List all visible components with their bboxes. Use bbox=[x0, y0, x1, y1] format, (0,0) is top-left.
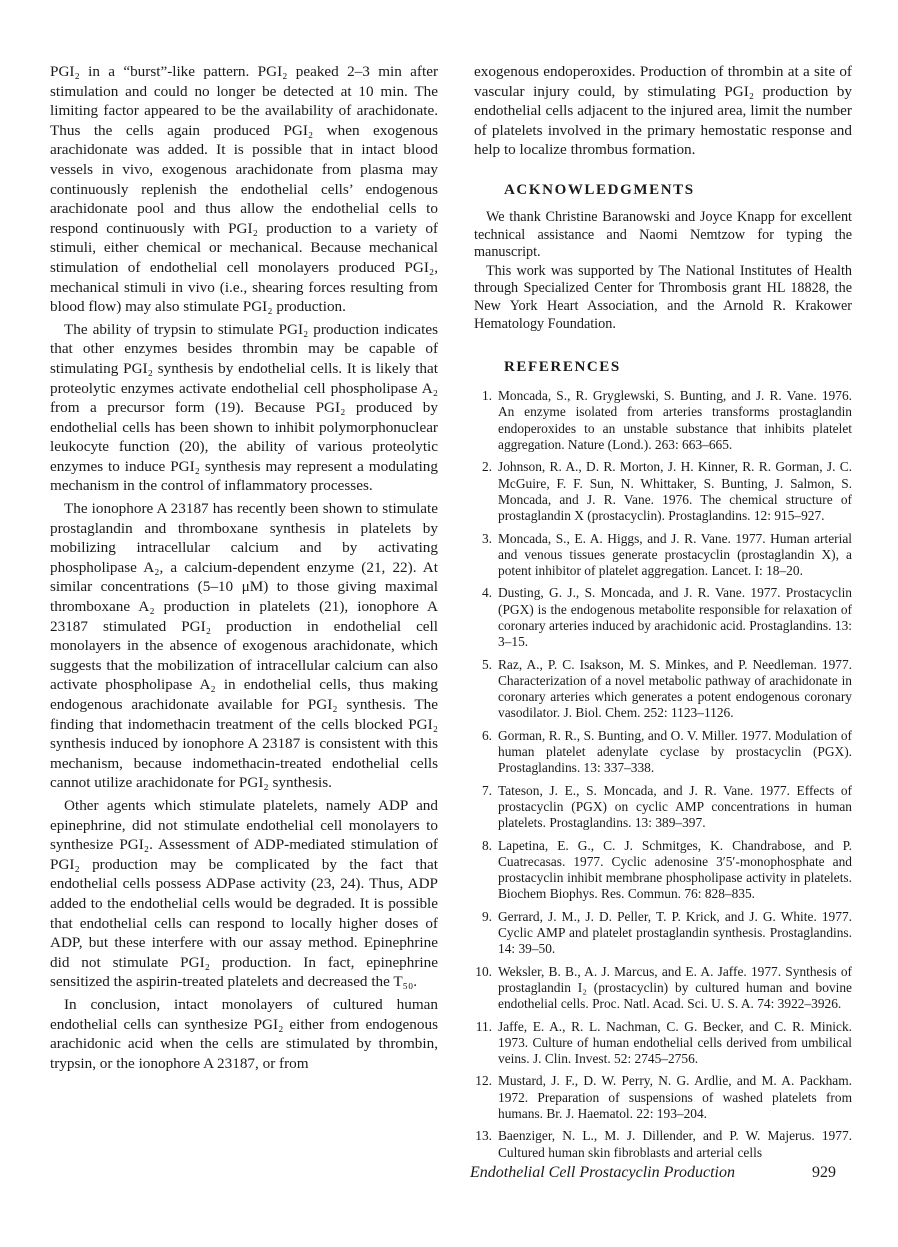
reference-number: 3. bbox=[481, 530, 492, 546]
reference-number: 11. bbox=[475, 1018, 492, 1034]
reference-item bbox=[474, 1128, 852, 1161]
reference-text: Baenziger, N. L., M. J. Dillender, and P. W. Majerus. 1977. Cultured human skin fibroblasts and arterial cells bbox=[498, 1128, 852, 1160]
page-footer bbox=[470, 1164, 836, 1182]
reference-item bbox=[474, 964, 852, 1013]
body-paragraph: The ability of trypsin to stimulate PGI₂ production indicates that other enzymes besides thrombin may be capable of stimulating PGI₂ synthesis by endothelial cells. It is likely that proteolytic enzymes activate endothelial cell phospholipase A₂ from a precursor form (19). Because PGI₂ produced by endothelial cells has been shown to inhibit polymorphonuclear leukocyte function (20), the ability of various proteolytic enzymes to induce PGI₂ synthesis may represent a modulating mechanism in the control of inflammatory processes. bbox=[50, 320, 438, 495]
reference-item bbox=[474, 909, 852, 958]
reference-text: Moncada, S., R. Gryglewski, S. Bunting, and J. R. Vane. 1976. An enzyme isolated from arteries transforms prostaglandin endoperoxides to an unstable substance that inhibits platelet aggregation. Nature (Lond.). 263: 663–665. bbox=[498, 388, 852, 453]
reference-text: Gorman, R. R., S. Bunting, and O. V. Miller. 1977. Modulation of human platelet adenylate cyclase by prostacyclin (PGX). Prostaglandins. 13: 337–338. bbox=[498, 727, 852, 776]
reference-text: Mustard, J. F., D. W. Perry, N. G. Ardlie, and M. A. Packham. 1972. Preparation of suspensions of washed platelets from humans. Br. J. Haematol. 22: 193–204. bbox=[498, 1073, 852, 1121]
running-title: Endothelial Cell Prostacyclin Production bbox=[470, 1164, 735, 1181]
reference-text: Raz, A., P. C. Isakson, M. S. Minkes, and P. Needleman. 1977. Characterization of a novel metabolic pathway of arachidonate in coronary arteries which generates a potent endogenous coronary vasodilator. J. Biol. Chem. 252: 1123–1126. bbox=[498, 656, 852, 721]
body-paragraph-continuation: exogenous endoperoxides. Production of thrombin at a site of vascular injury could, by stimulating PGI₂ production by endothelial cells adjacent to the injured area, limit the number of platelets involved in the primary hemostatic response and help to localize thrombus formation. bbox=[474, 63, 852, 159]
reference-text: Gerrard, J. M., J. D. Peller, T. P. Krick, and J. G. White. 1977. Cyclic AMP and platelet prostaglandin synthesis. Prostaglandins. 14: 39–50. bbox=[498, 908, 852, 957]
reference-number: 1. bbox=[481, 388, 492, 404]
reference-text: Dusting, G. J., S. Moncada, and J. R. Vane. 1977. Prostacyclin (PGX) is the endogenous metabolite responsible for relaxation of coronary arteries induced by arachidonic acid. Prostaglandins. 13: 3–15. bbox=[498, 585, 852, 650]
reference-item bbox=[474, 1073, 852, 1122]
body-paragraph: Other agents which stimulate platelets, namely ADP and epinephrine, did not stimulate endothelial cell monolayers to synthesize PGI₂. Assessment of ADP-mediated stimulation of PGI₂ production may be complicated by the fact that endothelial cells possess ADPase activity (23, 24). Thus, ADP added to the endothelial cells would be degraded. It is possible that endothelial cells can respond to locally higher doses of ADP, but these interfere with our assay method. Epinephrine did not stimulate PGI₂ production. In fact, epinephrine sensitized the aspirin-treated platelets and decreased the T₅₀. bbox=[50, 796, 438, 991]
reference-text: Jaffe, E. A., R. L. Nachman, C. G. Becker, and C. R. Minick. 1973. Culture of human endothelial cells derived from umbilical veins. J. Clin. Invest. 52: 2745–2756. bbox=[498, 1018, 852, 1067]
acknowledgments-heading: ACKNOWLEDGMENTS bbox=[504, 181, 695, 198]
reference-number: 9. bbox=[481, 908, 492, 924]
left-column bbox=[50, 62, 438, 1073]
right-column bbox=[474, 62, 852, 1167]
reference-number: 5. bbox=[481, 656, 492, 672]
reference-text: Moncada, S., E. A. Higgs, and J. R. Vane. 1977. Human arterial and venous tissues generate prostacyclin (prostaglandin X), a potent inhibitor of platelet aggregation. Lancet. I: 18–20. bbox=[498, 530, 852, 579]
body-paragraph: PGI₂ in a “burst”-like pattern. PGI₂ peaked 2–3 min after stimulation and could no longer be detected at 10 min. The limiting factor appeared to be the availability of arachidonate. Thus the cells again produced PGI₂ when exogenous arachidonate was added. It is possible that in intact blood vessels in vivo, exogenous arachidonate from plasma may continuously replenish the endothelial cells’ endogenous arachidonate pool and thus allow the endothelial cells to respond continuously with PGI₂ production to a variety of stimuli, either chemical or mechanical. Because mechanical stimulation of endothelial cell monolayers produced PGI₂, mechanical stimuli in vivo (i.e., shearing forces resulting from blood flow) may also stimulate PGI₂ production. bbox=[50, 63, 438, 316]
reference-item bbox=[474, 531, 852, 580]
reference-number: 4. bbox=[481, 585, 492, 601]
reference-item bbox=[474, 657, 852, 722]
reference-item bbox=[474, 585, 852, 650]
page-number: 929 bbox=[812, 1164, 836, 1181]
reference-number: 10. bbox=[475, 963, 492, 979]
references-list bbox=[474, 388, 852, 1161]
reference-item bbox=[474, 783, 852, 832]
reference-number: 2. bbox=[481, 459, 492, 475]
reference-number: 12. bbox=[475, 1073, 492, 1089]
reference-number: 13. bbox=[475, 1128, 492, 1144]
references-heading: REFERENCES bbox=[504, 359, 621, 376]
reference-number: 6. bbox=[481, 727, 492, 743]
reference-item bbox=[474, 728, 852, 777]
acknowledgments-paragraph: This work was supported by The National Institutes of Health through Specialized Center for Thrombosis grant HL 18828, the New York Heart Association, and the Arnold R. Krakower Hematology Foundation. bbox=[474, 262, 852, 332]
reference-item bbox=[474, 838, 852, 903]
reference-text: Lapetina, E. G., C. J. Schmitges, K. Chandrabose, and P. Cuatrecasas. 1977. Cyclic adenosine 3′5′-monophosphate and prostacyclin inhibit membrane phospholipase activity in platelets. Biochem Biophys. Res. Commun. 76: 828–835. bbox=[498, 837, 852, 902]
reference-number: 8. bbox=[481, 837, 492, 853]
reference-number: 7. bbox=[481, 782, 492, 798]
reference-item bbox=[474, 1019, 852, 1068]
reference-text: Weksler, B. B., A. J. Marcus, and E. A. Jaffe. 1977. Synthesis of prostaglandin I₂ (prostacyclin) by cultured human and bovine endothelial cells. Proc. Natl. Acad. Sci. U. S. A. 74: 3922–3926. bbox=[498, 963, 852, 1012]
reference-text: Tateson, J. E., S. Moncada, and J. R. Vane. 1977. Effects of prostacyclin (PGX) on cyclic AMP concentrations in human platelets. Prostaglandins. 13: 389–397. bbox=[498, 782, 852, 831]
acknowledgments-paragraph: We thank Christine Baranowski and Joyce Knapp for excellent technical assistance and Naomi Nemtzow for typing the manuscript. bbox=[474, 208, 852, 261]
body-paragraph: The ionophore A 23187 has recently been shown to stimulate prostaglandin and thromboxane synthesis in platelets by mobilizing intracellular calcium and by activating phospholipase A₂, a calcium-dependent enzyme (21, 22). At similar concentrations (5–10 μM) to those giving maximal thromboxane A₂ production in platelets (21), ionophore A 23187 stimulated PGI₂ production in endothelial cell monolayers in the absence of exogenous arachidonate, which suggests that the mobilization of intracellular calcium can also activate phospholipase A₂ in endothelial cells, thus making endogenous arachidonate available for PGI₂ synthesis. The finding that indomethacin treatment of the cells blocked PGI₂ synthesis induced by ionophore A 23187 is consistent with this mechanism, because indomethacin-treated endothelial cells cannot utilize arachidonate for PGI₂ synthesis. bbox=[50, 500, 438, 792]
reference-text: Johnson, R. A., D. R. Morton, J. H. Kinner, R. R. Gorman, J. C. McGuire, F. F. Sun, N. Whittaker, S. Bunting, J. Salmon, S. Moncada, and J. R. Vane. 1976. The chemical structure of prostaglandin X (prostacyclin). Prostaglandins. 12: 915–927. bbox=[498, 459, 852, 524]
reference-item bbox=[474, 388, 852, 453]
body-paragraph: In conclusion, intact monolayers of cultured human endothelial cells can synthesize PGI₂ either from endogenous arachidonic acid when the cells are stimulated by thrombin, trypsin, or the ionophore A 23187, or from bbox=[50, 995, 438, 1072]
reference-item bbox=[474, 459, 852, 524]
